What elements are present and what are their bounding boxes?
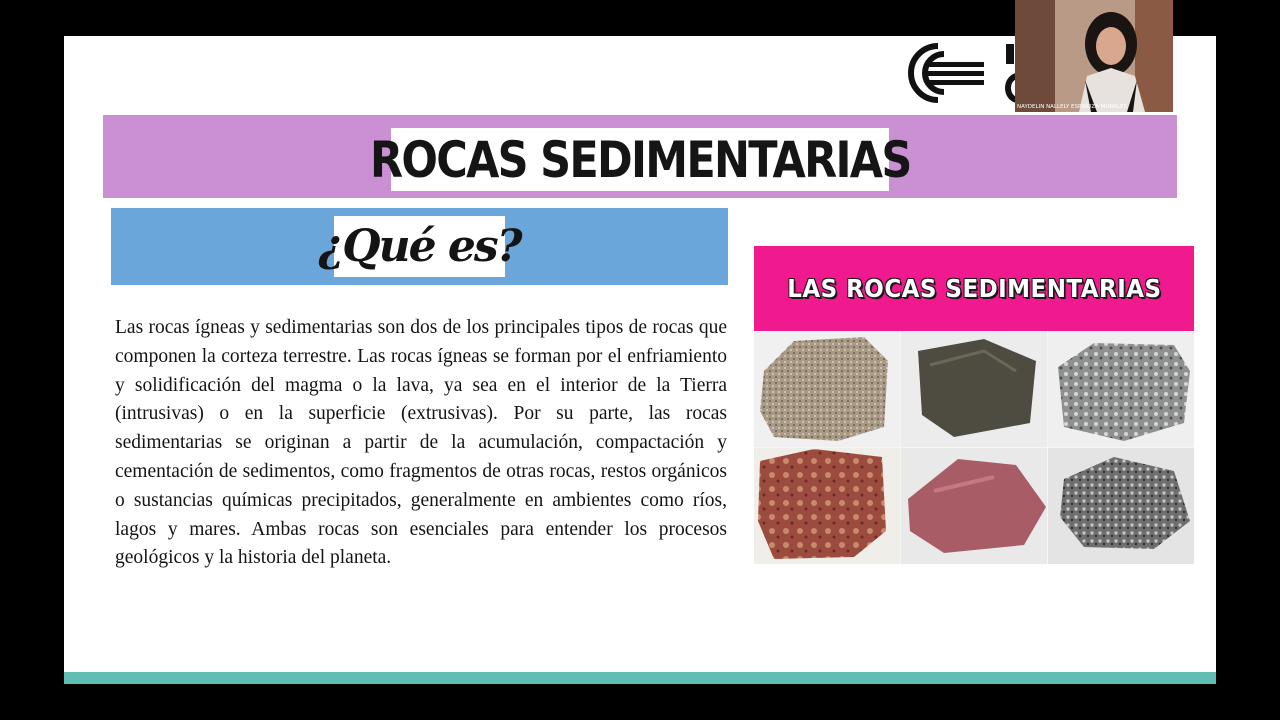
title-box: [369, 128, 911, 191]
definition-paragraph: Las rocas ígneas y sedimentarias son dos de los principales tipos de rocas que componen la corteza terrestre. Las rocas ígneas se forman por el enfriamiento y solidificación del magma o la lava, ya sea en el interior de la Tierra (intrusivas) o en la superficie (extrusivas). Por su parte, las rocas sedimentarias se originan a partir de la acumulación, compactación y cementación de sedimentos, como fragmentos de otras rocas, restos orgánicos o sustancias químicas precipitados, generalmente en ambientes como ríos, lagos y mares. Ambas rocas son esenciales para entender los procesos geológicos y la historia del planeta.: [115, 317, 727, 569]
university-logo: [904, 38, 1024, 108]
bottom-accent-bar: [64, 672, 1216, 684]
webcam-thumbnail[interactable]: [1015, 0, 1173, 112]
rock-photo-grid: [754, 331, 1194, 564]
rock-image-header: [754, 246, 1194, 331]
presentation-slide: [64, 36, 1216, 684]
slide-title: ROCAS SEDIMENTARIAS: [369, 130, 911, 189]
rock-image-caption: LAS ROCAS SEDIMENTARIAS: [786, 274, 1162, 303]
rock-image: [754, 246, 1194, 564]
participant-video-icon: [1015, 0, 1173, 112]
question-box: [318, 216, 521, 277]
participant-name: NAYDELIN NALLELY ESPINOZA MORALES: [1017, 104, 1128, 110]
question-heading: ¿Qué es?: [318, 221, 521, 272]
